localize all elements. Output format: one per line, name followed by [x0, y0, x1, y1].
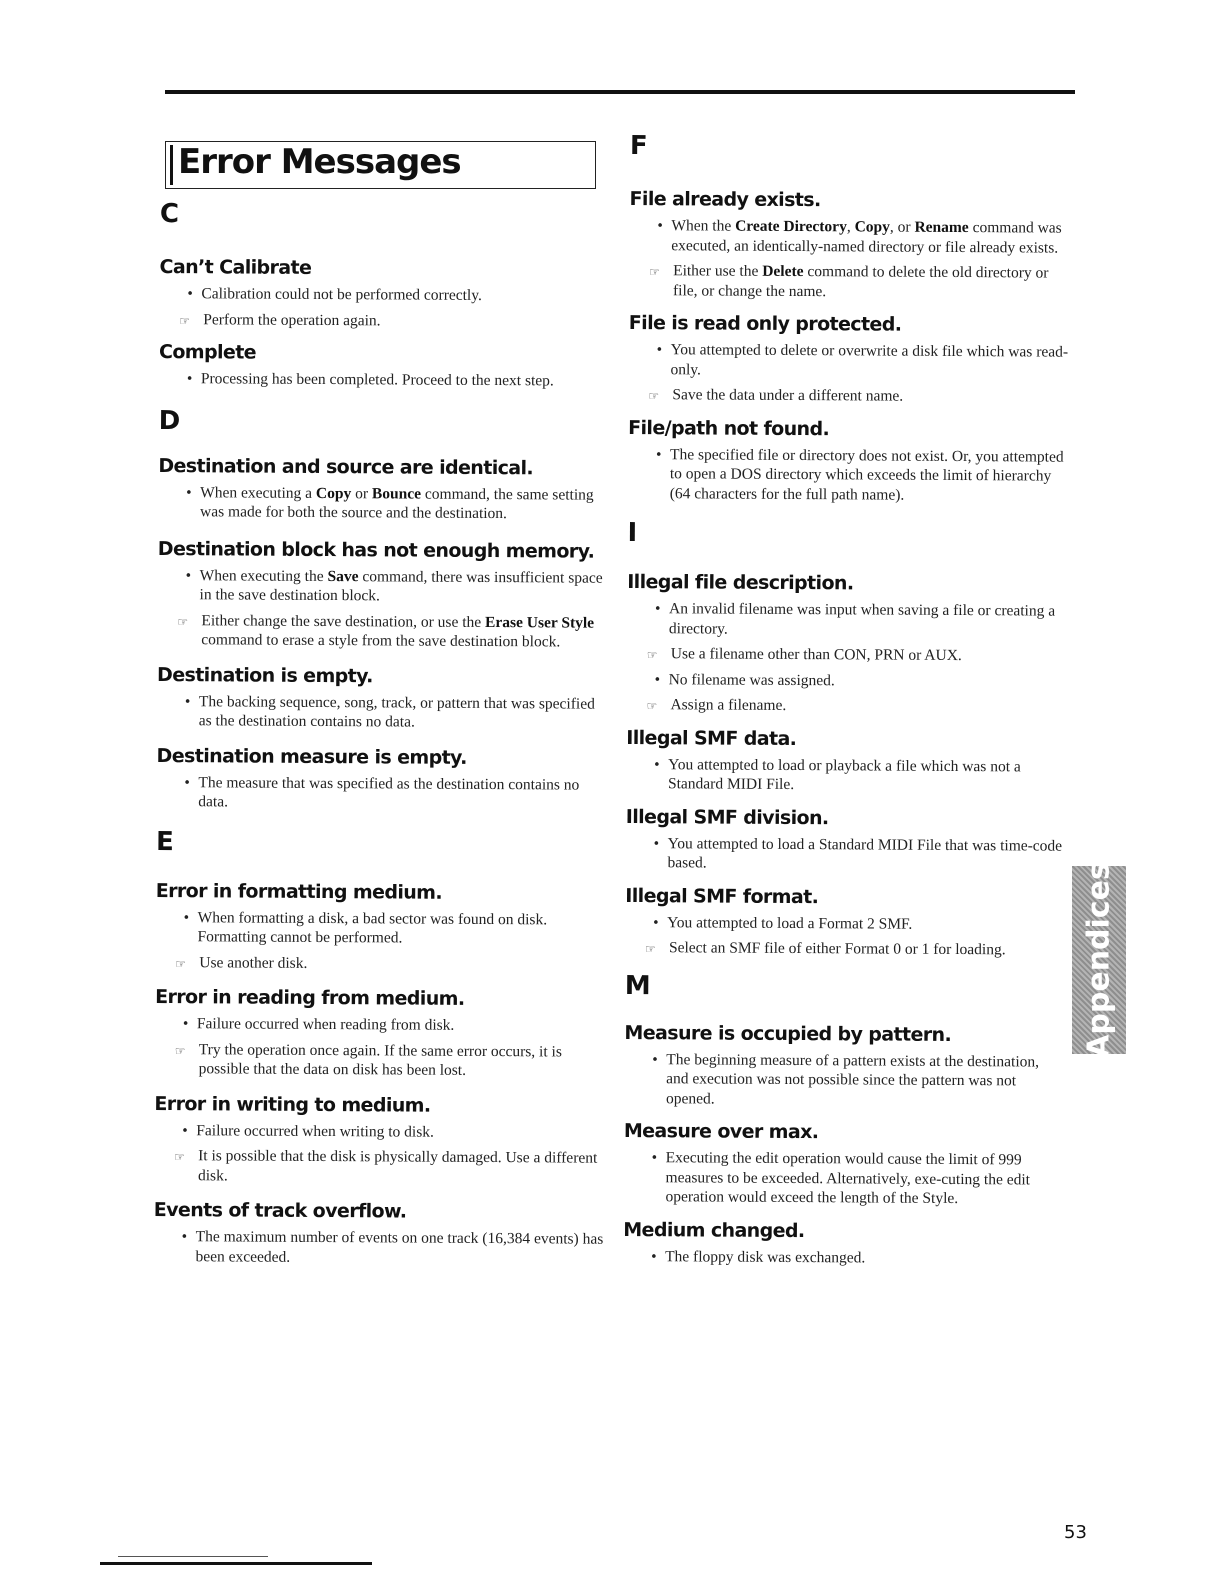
bullet-text: command, the same setting was made for both the source and the destination. — [200, 485, 594, 523]
bullet-item — [157, 691, 607, 733]
bullet-item — [155, 907, 605, 949]
remedy-text: command to delete the old directory or file, or change the name. — [672, 263, 1049, 300]
remedy-text: Either change the save destination, or use the — [201, 611, 486, 631]
bullet-icon: • — [184, 692, 191, 710]
entry-illegal-smf-division — [625, 803, 1065, 875]
bullet-text: You attempted to load a Standard MIDI File that was time-code based. — [667, 834, 1063, 872]
entry-dest-identical — [158, 452, 608, 524]
entry-heading: Illegal SMF division. — [625, 805, 829, 829]
remedy-item — [625, 938, 1065, 960]
bullet-icon: • — [186, 370, 193, 388]
entry-dest-measure-empty — [156, 742, 606, 814]
entry-illegal-smf-format — [625, 882, 1065, 960]
remedy-text: Either use the — [673, 262, 763, 280]
keyword: Delete — [762, 262, 804, 281]
pointing-hand-icon: ☞ — [177, 614, 189, 629]
footer-rule — [100, 1562, 372, 1565]
remedy-text: Save the data under a different name. — [672, 386, 904, 405]
entry-events-overflow — [153, 1197, 603, 1269]
entry-heading: Illegal SMF format. — [625, 884, 819, 908]
bullet-text: command was executed, an identically-named directory or file already exists. — [671, 219, 1062, 257]
bullet-icon: • — [181, 1228, 188, 1246]
bullet-item — [628, 340, 1068, 382]
bullet-text: The backing sequence, song, track, or pattern that was specified as the destination contains no data. — [198, 692, 595, 731]
bullet-icon: • — [655, 600, 661, 618]
remedy-text: Select an SMF file of either Format 0 or 1 for loading. — [668, 939, 1006, 959]
section-letter-f: F — [629, 130, 648, 162]
entry-heading: File already exists. — [629, 187, 821, 212]
keyword: Create Directory — [735, 217, 847, 236]
remedy-item — [154, 1146, 604, 1188]
remedy-text: It is possible that the disk is physically damaged. Use a different disk. — [197, 1147, 598, 1184]
pointing-hand-icon: ☞ — [175, 956, 187, 971]
bullet-item — [156, 772, 606, 814]
bullet-text: When executing the — [199, 566, 328, 585]
bullet-text: No filename was assigned. — [668, 670, 835, 689]
appendices-side-tab — [1072, 862, 1126, 1058]
bullet-item — [623, 1148, 1063, 1209]
bullet-text: or — [351, 484, 373, 502]
entry-heading: Can’t Calibrate — [159, 255, 312, 279]
bullet-item — [623, 1246, 1063, 1268]
bullet-item — [627, 669, 1067, 691]
right-column — [623, 128, 1070, 1275]
bullet-icon: • — [651, 1149, 658, 1167]
bullet-icon: • — [657, 217, 663, 235]
pointing-hand-icon: ☞ — [646, 699, 658, 714]
pointing-hand-icon: ☞ — [649, 265, 660, 280]
page-title: Error Messages — [178, 142, 461, 182]
entry-err-write — [154, 1090, 605, 1187]
remedy-item — [629, 261, 1069, 303]
bullet-item — [625, 912, 1065, 934]
bullet-text: , — [846, 218, 855, 236]
section-letter-d: D — [158, 405, 181, 436]
bullet-icon: • — [656, 341, 663, 359]
entry-heading: Illegal SMF data. — [626, 726, 797, 750]
remedy-item — [159, 309, 609, 331]
entry-heading: Events of track overflow. — [153, 1198, 407, 1223]
bullet-icon: • — [653, 913, 659, 931]
entry-heading: Measure is occupied by pattern. — [624, 1021, 952, 1046]
bullet-text: When executing a — [200, 483, 317, 502]
bullet-icon: • — [183, 908, 190, 926]
bullet-text: The floppy disk was exchanged. — [665, 1247, 866, 1266]
bullet-icon: • — [654, 755, 660, 773]
bullet-text: The specified file or directory does not exist. Or, you attempted to open a DOS directory which exceeds the limit of hierarchy (64 characters for the full path name). — [669, 445, 1064, 504]
entry-file-exists — [629, 186, 1070, 303]
pointing-hand-icon: ☞ — [648, 389, 660, 404]
bullet-item — [625, 833, 1065, 875]
bullet-icon: • — [651, 1247, 657, 1265]
bullet-icon: • — [653, 834, 660, 852]
entry-measure-over — [623, 1118, 1064, 1209]
remedy-item — [627, 644, 1067, 666]
entry-heading: Destination and source are identical. — [158, 454, 534, 479]
bullet-text: , or — [889, 218, 915, 236]
remedy-text: Use another disk. — [199, 953, 308, 972]
title-bar-accent — [170, 145, 173, 185]
bullet-text: Failure occurred when reading from disk. — [196, 1015, 455, 1034]
entry-heading: Complete — [158, 340, 257, 364]
bullet-text: Calibration could not be performed correctly. — [201, 285, 482, 304]
header-rule — [165, 90, 1075, 94]
bullet-text: You attempted to delete or overwrite a disk file which was read-only. — [670, 341, 1069, 378]
entry-file-readonly — [628, 310, 1069, 407]
section-letter-e: E — [155, 826, 174, 857]
bullet-text: You attempted to load or playback a file which was not a Standard MIDI File. — [667, 755, 1021, 794]
bullet-text: command, there was insufficient space in the save destination block. — [199, 567, 603, 605]
remedy-text: Try the operation once again. If the same error occurs, it is possible that the data on disk has been lost. — [198, 1040, 562, 1079]
bullet-text: The measure that was specified as the destination contains no data. — [198, 773, 580, 811]
remedy-item — [155, 952, 605, 974]
bullet-text: The maximum number of events on one track (16,384 events) has been exceeded. — [195, 1228, 604, 1266]
bullet-icon: • — [187, 285, 193, 303]
bullet-item — [154, 1120, 604, 1142]
bullet-item — [158, 565, 608, 607]
bullet-text: An invalid filename was input when saving a file or creating a directory. — [668, 600, 1056, 638]
entry-err-read — [155, 984, 606, 1081]
bullet-item — [624, 1049, 1064, 1110]
entry-medium-changed — [623, 1216, 1063, 1268]
bullet-item — [159, 369, 609, 391]
entry-err-format — [155, 877, 606, 974]
remedy-item — [628, 385, 1068, 407]
section-letter-c: C — [159, 198, 180, 230]
entry-heading: Medium changed. — [623, 1218, 805, 1242]
keyword: Copy — [315, 484, 352, 502]
entry-complete — [159, 339, 609, 391]
side-tab-label: Appendices — [1081, 862, 1117, 1058]
bullet-text: You attempted to load a Format 2 SMF. — [667, 913, 913, 933]
pointing-hand-icon: ☞ — [644, 942, 656, 957]
bullet-text: The beginning measure of a pattern exists at the destination, and execution was not possible since the pattern was not opened. — [666, 1050, 1040, 1108]
remedy-text: Use a filename other than CON, PRN or AUX. — [670, 645, 962, 665]
entry-heading: Illegal file description. — [627, 570, 854, 595]
title-box — [165, 141, 596, 189]
page-number: 53 — [1064, 1522, 1087, 1543]
bullet-item — [159, 284, 609, 306]
pointing-hand-icon: ☞ — [646, 648, 658, 663]
entry-file-not-found — [628, 414, 1069, 505]
entry-heading: Destination block has not enough memory. — [157, 537, 595, 563]
bullet-item — [158, 482, 608, 524]
entry-measure-occupied — [624, 1019, 1065, 1110]
entry-dest-block — [157, 535, 608, 652]
bullet-text: Failure occurred when writing to disk. — [196, 1121, 434, 1141]
bullet-item — [626, 754, 1066, 796]
entry-heading: File/path not found. — [628, 416, 830, 440]
bullet-item — [628, 444, 1068, 505]
bullet-icon: • — [655, 445, 662, 463]
pointing-hand-icon: ☞ — [174, 1150, 185, 1165]
left-column — [153, 196, 610, 1275]
bullet-icon: • — [182, 1015, 189, 1033]
keyword: Copy — [854, 218, 890, 236]
pointing-hand-icon: ☞ — [179, 313, 191, 328]
keyword: Rename — [914, 218, 969, 237]
remedy-item — [626, 695, 1066, 717]
remedy-item — [155, 1039, 605, 1081]
footer-rule-thin — [118, 1556, 268, 1557]
remedy-text: Perform the operation again. — [203, 310, 381, 329]
entry-heading: Destination measure is empty. — [156, 744, 467, 769]
entry-heading: Error in reading from medium. — [155, 985, 465, 1010]
remedy-text: command to erase a style from the save destination block. — [201, 631, 561, 651]
entry-illegal-smf-data — [626, 724, 1066, 796]
bullet-icon: • — [186, 483, 192, 501]
entry-heading: Error in formatting medium. — [155, 879, 443, 904]
entry-illegal-file-desc — [626, 569, 1067, 717]
bullet-icon: • — [182, 1121, 188, 1139]
entry-dest-empty — [157, 661, 607, 733]
keyword: Save — [327, 567, 359, 585]
keyword: Erase User Style — [484, 613, 595, 632]
keyword: Bounce — [371, 484, 422, 503]
entry-cant-calibrate — [159, 254, 609, 332]
bullet-item — [155, 1014, 605, 1036]
bullet-text: Executing the edit operation would cause the limit of 999 measures to be exceeded. Alternatively, exe-cuting the edit operation would exceed the length of the Style. — [665, 1149, 1031, 1208]
bullet-icon: • — [184, 773, 190, 791]
bullet-icon: • — [654, 670, 661, 688]
bullet-text: When the — [671, 217, 736, 235]
entry-heading: Error in writing to medium. — [154, 1092, 431, 1117]
pointing-hand-icon: ☞ — [174, 1043, 186, 1058]
bullet-text: When formatting a disk, a bad sector was found on disk. Formatting cannot be performed. — [197, 908, 548, 947]
entry-heading: Destination is empty. — [157, 663, 373, 687]
entry-heading: File is read only protected. — [628, 311, 902, 336]
bullet-icon: • — [652, 1050, 658, 1068]
remedy-text: Assign a filename. — [670, 696, 787, 714]
bullet-icon: • — [185, 566, 192, 584]
bullet-item — [627, 599, 1067, 641]
bullet-item — [629, 216, 1069, 258]
entry-heading: Measure over max. — [623, 1119, 819, 1144]
remedy-item — [157, 610, 607, 652]
section-letter-i: I — [627, 517, 638, 549]
bullet-item — [153, 1227, 603, 1269]
bullet-text: Processing has been completed. Proceed to the next step. — [200, 370, 554, 390]
section-letter-m: M — [624, 970, 651, 1001]
